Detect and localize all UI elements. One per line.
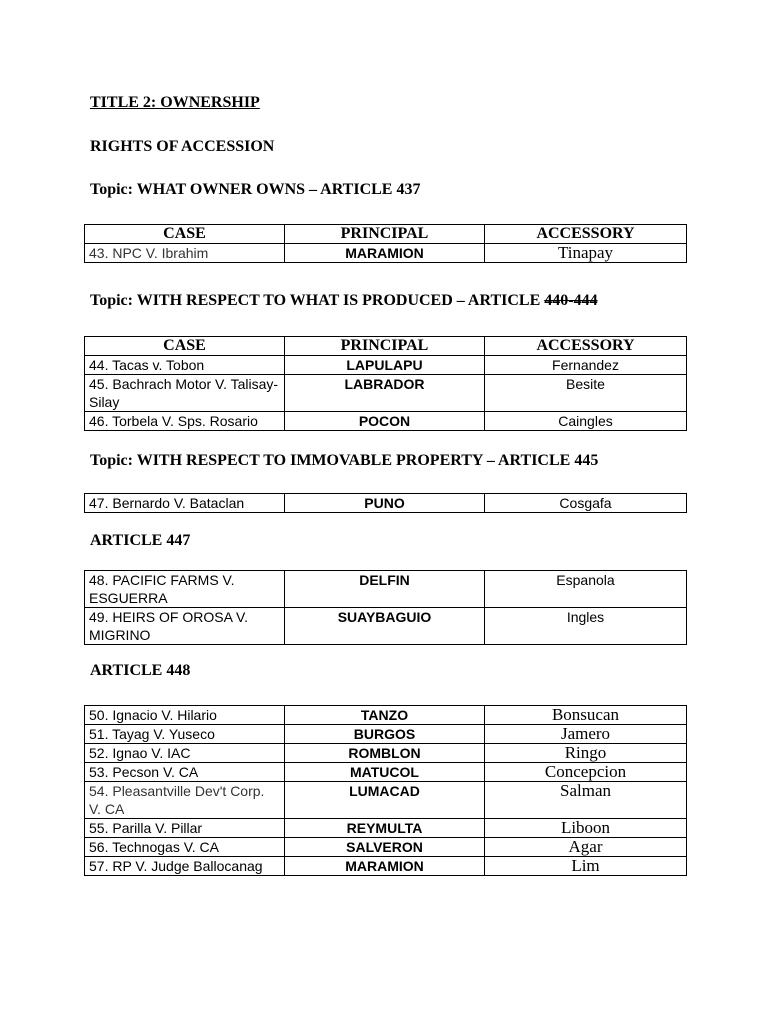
table-row [85,244,687,263]
case-cell: 54. Pleasantville Dev't Corp. V. CA [85,782,285,819]
topic-text: : WITH RESPECT TO WHAT IS PRODUCED – ARTICLE [127,292,545,309]
header-accessory: ACCESSORY [485,337,687,356]
topic-label: Topic [90,181,128,198]
principal-cell: TANZO [285,706,485,725]
table-article-445 [84,493,687,513]
case-cell: 45. Bachrach Motor V. Talisay-Silay [85,375,285,412]
table-row [85,356,687,375]
accessory-cell: Liboon [485,819,687,838]
header-principal: PRINCIPAL [285,337,485,356]
principal-cell: LAPULAPU [285,356,485,375]
table-article-440-444 [84,336,687,431]
header-case: CASE [85,337,285,356]
accessory-cell: Bonsucan [485,706,687,725]
table-row [85,763,687,782]
header-accessory: ACCESSORY [485,225,687,244]
accessory-cell: Ingles [485,608,687,645]
principal-cell: SALVERON [285,838,485,857]
principal-cell: BURGOS [285,725,485,744]
topic-heading-437 [90,181,420,199]
accessory-cell: Besite [485,375,687,412]
principal-cell: ROMBLON [285,744,485,763]
topic-text: : WHAT OWNER OWNS – ARTICLE 437 [127,181,421,198]
table-row [85,857,687,876]
table-row [85,819,687,838]
principal-cell: MARAMION [285,857,485,876]
topic-label: Topic [90,452,128,469]
table-row [85,412,687,431]
case-cell: 52. Ignao V. IAC [85,744,285,763]
case-cell: 44. Tacas v. Tobon [85,356,285,375]
topic-heading-440 [90,292,598,310]
table-article-447 [84,570,687,645]
case-cell: 46. Torbela V. Sps. Rosario [85,412,285,431]
article-448-heading: ARTICLE 448 [90,662,191,679]
table-header-row [85,337,687,356]
section-heading: RIGHTS OF ACCESSION [90,138,275,155]
header-principal: PRINCIPAL [285,225,485,244]
table-row [85,375,687,412]
accessory-cell: Agar [485,838,687,857]
principal-cell: MARAMION [285,244,485,263]
table-header-row [85,225,687,244]
topic-label: Topic [90,292,128,309]
table-row [85,494,687,513]
article-447-heading: ARTICLE 447 [90,532,191,549]
principal-cell: REYMULTA [285,819,485,838]
table-row [85,571,687,608]
table-row [85,706,687,725]
principal-cell: LABRADOR [285,375,485,412]
principal-cell: DELFIN [285,571,485,608]
accessory-cell: Ringo [485,744,687,763]
topic-text: : WITH RESPECT TO IMMOVABLE PROPERTY – ARTICLE 445 [127,452,599,469]
table-row [85,725,687,744]
topic-article-range: 440-444 [544,292,598,309]
accessory-cell: Salman [485,782,687,819]
accessory-cell: Cosgafa [485,494,687,513]
case-cell: 49. HEIRS OF OROSA V. MIGRINO [85,608,285,645]
case-cell: 50. Ignacio V. Hilario [85,706,285,725]
case-cell: 53. Pecson V. CA [85,763,285,782]
accessory-cell: Caingles [485,412,687,431]
principal-cell: POCON [285,412,485,431]
accessory-cell: Fernandez [485,356,687,375]
header-case: CASE [85,225,285,244]
case-cell: 56. Technogas V. CA [85,838,285,857]
accessory-cell: Espanola [485,571,687,608]
principal-cell: PUNO [285,494,485,513]
accessory-cell: Jamero [485,725,687,744]
table-article-437 [84,224,687,263]
accessory-cell: Lim [485,857,687,876]
document-title: TITLE 2: OWNERSHIP [90,94,260,111]
case-cell: 51. Tayag V. Yuseco [85,725,285,744]
principal-cell: SUAYBAGUIO [285,608,485,645]
case-cell: 47. Bernardo V. Bataclan [85,494,285,513]
table-row [85,744,687,763]
case-cell: 55. Parilla V. Pillar [85,819,285,838]
accessory-cell: Concepcion [485,763,687,782]
principal-cell: LUMACAD [285,782,485,819]
case-cell: 43. NPC V. Ibrahim [85,244,285,263]
case-cell: 48. PACIFIC FARMS V. ESGUERRA [85,571,285,608]
table-article-448 [84,705,687,876]
case-cell: 57. RP V. Judge Ballocanag [85,857,285,876]
table-row [85,782,687,819]
topic-heading-445 [90,452,598,470]
table-row [85,608,687,645]
table-row [85,838,687,857]
accessory-cell: Tinapay [485,244,687,263]
principal-cell: MATUCOL [285,763,485,782]
